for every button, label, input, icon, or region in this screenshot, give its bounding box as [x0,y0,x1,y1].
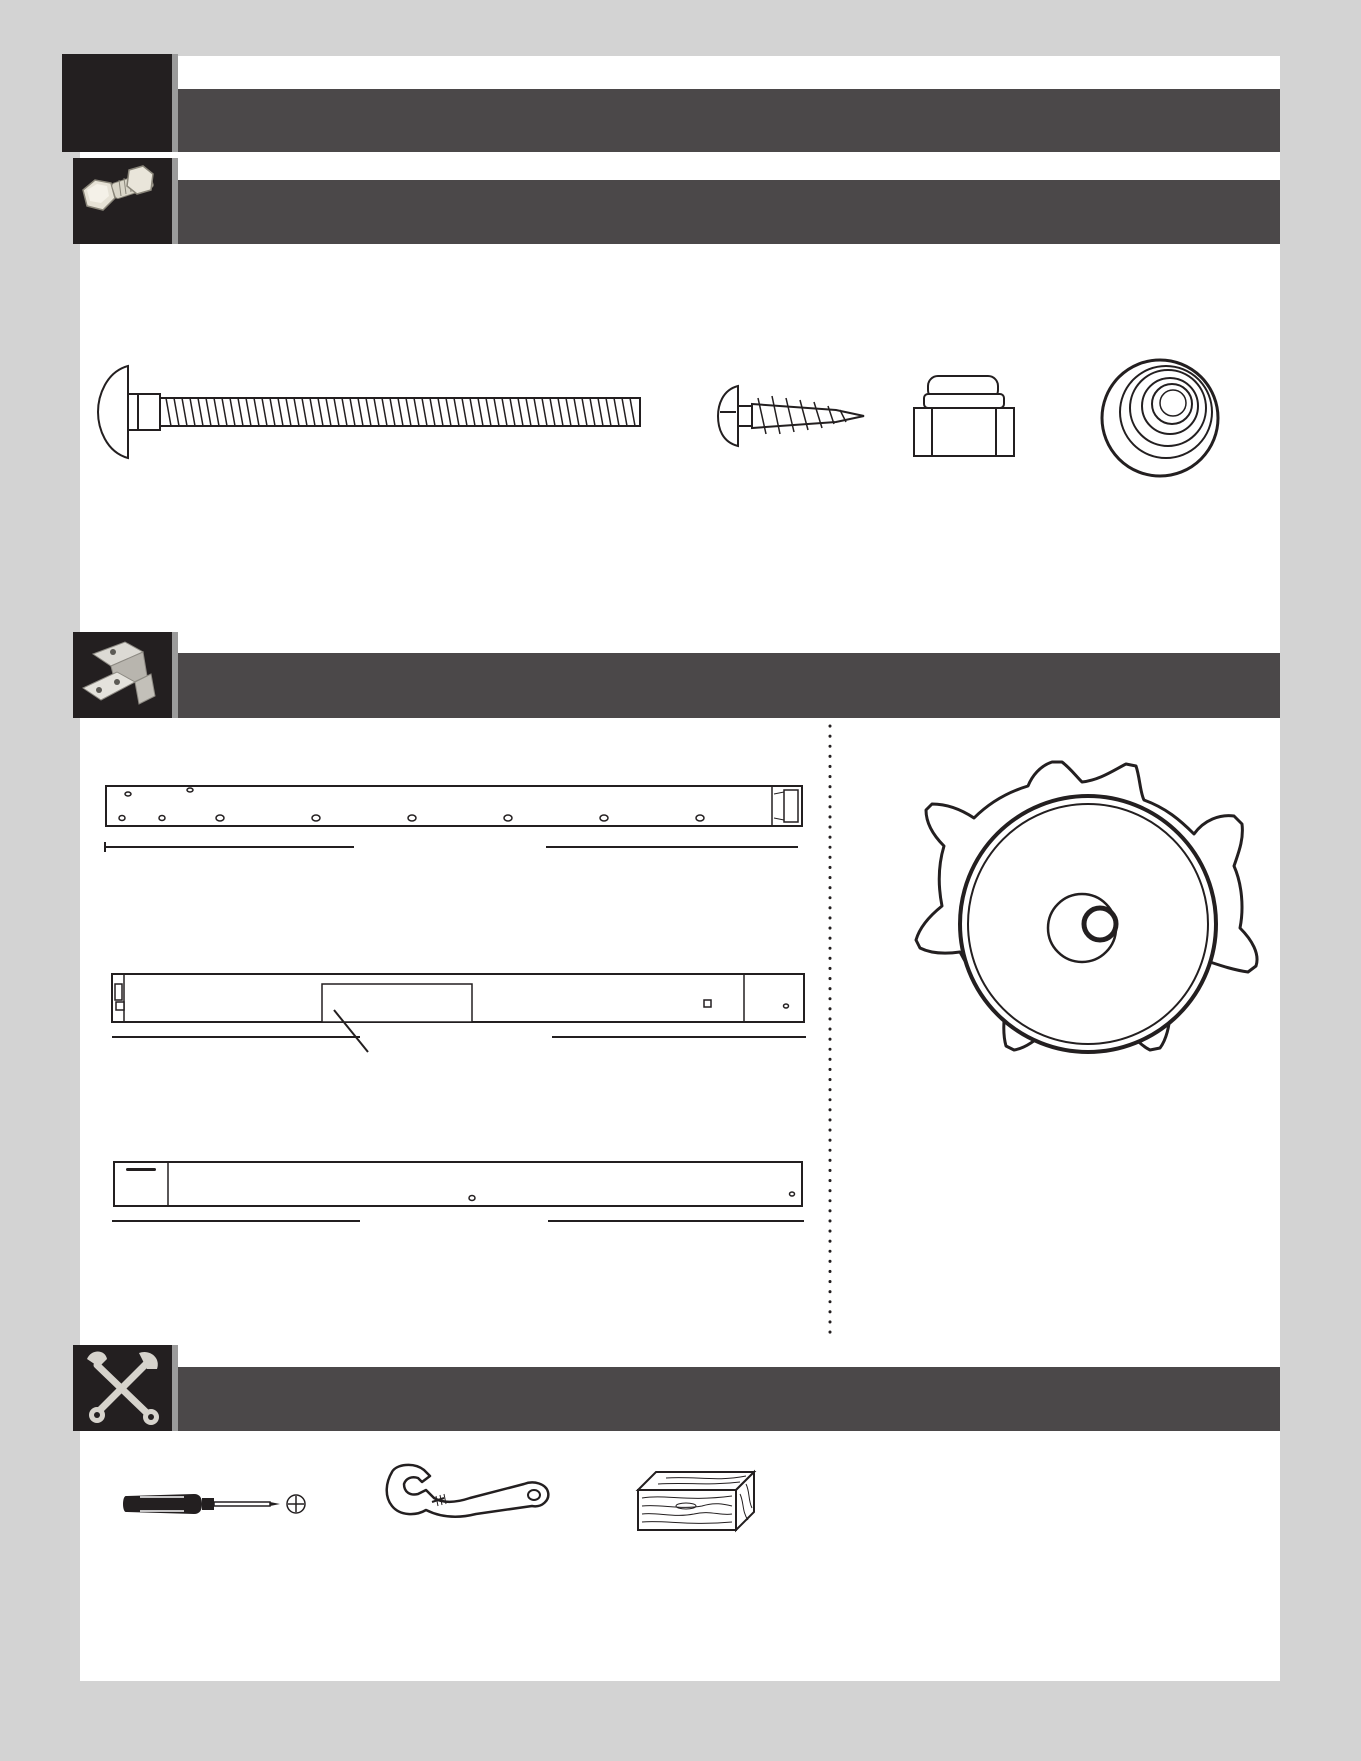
tools-icon-box [73,1345,172,1431]
hardware-section-bar [178,180,1280,244]
rail-1-dimension-right [546,846,798,848]
wood-screw-icon [716,382,872,452]
rail-1-dimension-left [104,846,354,848]
rail-2-dimension-left [112,1036,360,1038]
parts-icon-box [73,632,172,718]
bolt-nut-icon [73,158,172,244]
bearing-washer-icon [1100,356,1224,480]
wood-block-icon [636,1470,758,1532]
parts-section-bar [178,653,1280,718]
hardware-icon-box [73,158,172,244]
crossed-wrenches-icon [73,1345,172,1431]
step-number-box [62,54,172,152]
rail-with-label-icon [110,970,808,1028]
rail-3-dimension-left [112,1220,360,1222]
rail-with-holes-icon [104,782,806,830]
rail-3-dimension-right [548,1220,804,1222]
rail-2-dimension-right [552,1036,806,1038]
step-header-bar [178,89,1280,152]
adjustable-wrench-icon [384,1462,554,1528]
tools-section-bar [178,1367,1280,1431]
lock-nut-icon [910,374,1020,464]
carriage-bolt-icon [96,358,656,468]
knob-wheel-icon [904,758,1260,1096]
rail-1-dimension-tick [104,842,106,852]
metal-bracket-icon [73,632,172,718]
parts-divider [826,724,834,1344]
plain-rail-icon [112,1158,806,1208]
phillips-screwdriver-icon [120,1484,310,1524]
label-pointer [330,1006,374,1056]
